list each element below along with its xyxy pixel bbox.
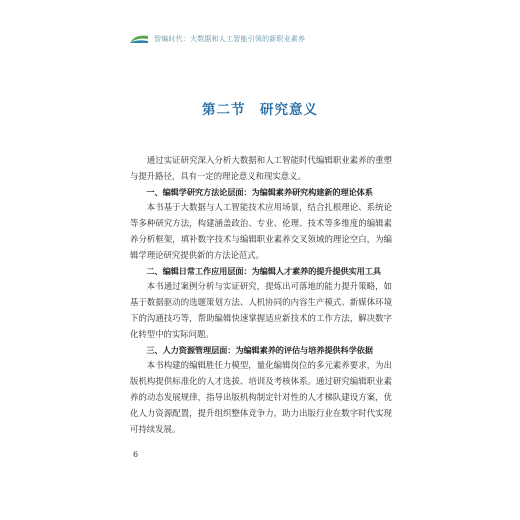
page-number: 6 bbox=[133, 450, 139, 459]
subsection-paragraph-3: 本书构建的编辑胜任力模型，量化编辑岗位的多元素养要求，为出版机构提供标准化的人才选拔、培训及考核体系。通过研究编辑职业素养的动态发展规律，指导出版机构制定针对性的人才梯队建设方案，优化人力资源配置，提升组织整体竞争力，助力出版行业在数字时代实现可持续发展。 bbox=[130, 360, 392, 434]
subsection-heading-3: 三、人力资源管理层面：为编辑素养的评估与培养提供科学依据 bbox=[146, 344, 373, 355]
subsection-paragraph-1: 本书基于大数据与人工智能技术应用场景，结合扎根理论、系统论等多种研究方法，构建涵盖政治、专业、伦理、技术等多维度的编辑素养分析框架，填补数字技术与编辑职业素养交叉领域的理论空白，为编辑学理论研究提供新的方法论范式。 bbox=[130, 202, 392, 260]
running-header bbox=[130, 34, 305, 44]
subsection-paragraph-2: 本书通过案例分析与实证研究，提炼出可落地的能力提升策略，如基于数据驱动的选题策划方法、人机协同的内容生产模式、新媒体环境下的沟通技巧等，帮助编辑快速掌握适应新技术的工作方法，解决数字化转型中的实际问题。 bbox=[130, 281, 392, 339]
body-text bbox=[130, 153, 392, 437]
subsection-heading-2: 二、编辑日常工作应用层面：为编辑人才素养的提升提供实用工具 bbox=[146, 265, 381, 276]
running-title: 智编时代：大数据和人工智能引领的新职业素养 bbox=[154, 35, 306, 43]
subsection-heading-1: 一、编辑学研究方法论层面：为编辑素养研究构建新的理论体系 bbox=[146, 186, 373, 197]
section-title: 第二节 研究意义 bbox=[202, 102, 318, 118]
intro-paragraph: 通过实证研究深入分析大数据和人工智能时代编辑职业素养的重塑与提升路径，具有一定的理论意义和现实意义。 bbox=[130, 155, 392, 181]
book-wave-logo-icon bbox=[130, 34, 148, 44]
